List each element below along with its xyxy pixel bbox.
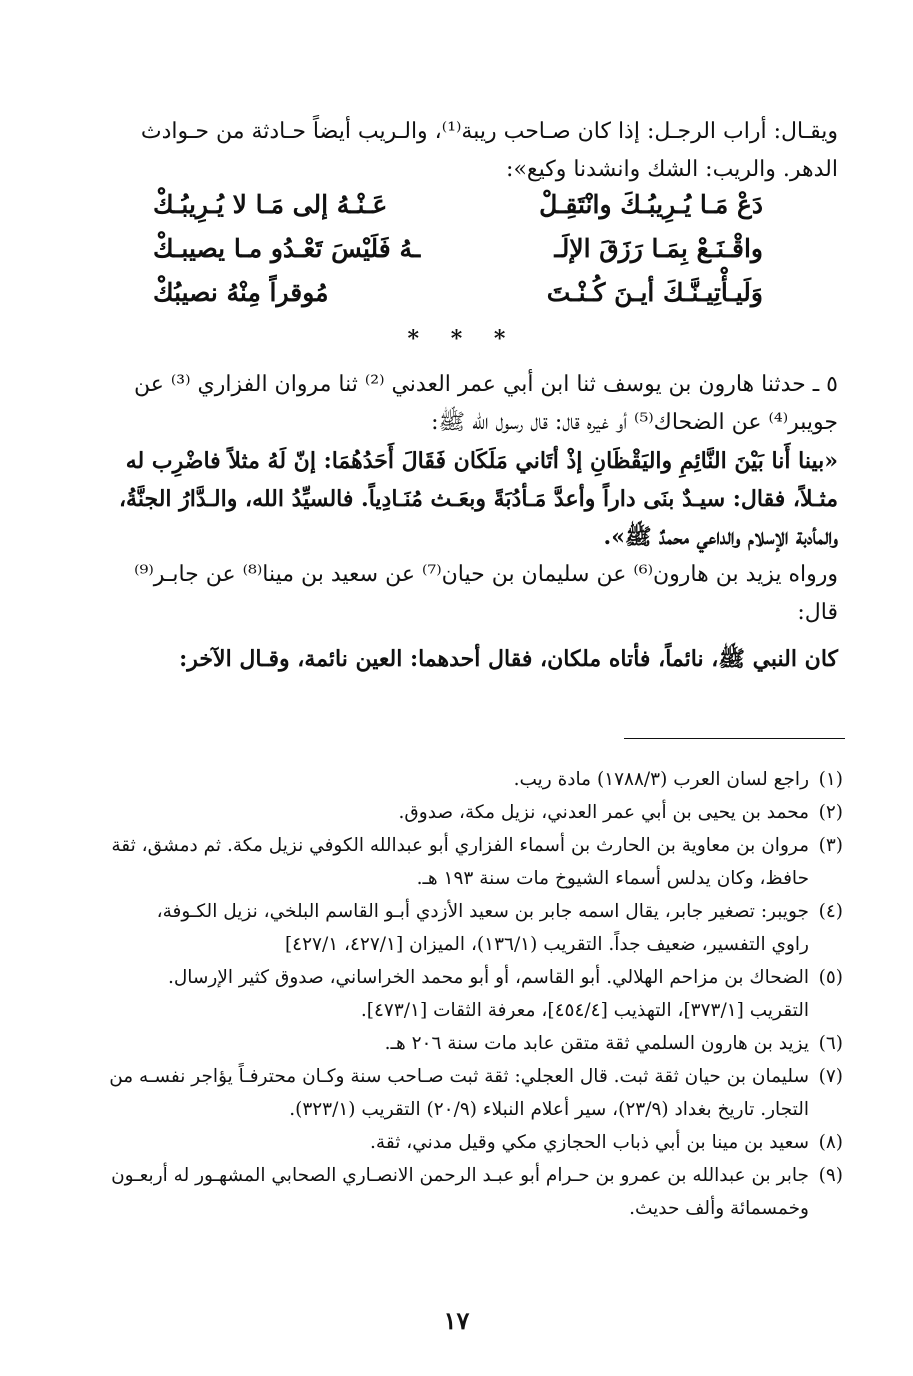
footnote bbox=[63, 1126, 843, 1159]
footnotes bbox=[63, 763, 843, 1225]
poem-verse-3 bbox=[153, 278, 763, 322]
footnote-text: مروان بن معاوية بن الحارث بن أسماء الفزاري أبو عبدالله الكوفي نزيل مكة. ثم دمشق، ثقة حافظ، وكان يدلس أسماء الشيوخ مات سنة ١٩٣ هـ. bbox=[111, 835, 809, 889]
footnote-number: (١) bbox=[818, 769, 843, 790]
narration-chain-line-2: قال: bbox=[797, 600, 838, 625]
footnote bbox=[63, 829, 843, 895]
footnote-number: (٦) bbox=[818, 1033, 843, 1054]
hadith-text-line-3: والمأدبة الإسلام والداعي محمدٌ ﷺ». bbox=[603, 524, 838, 550]
hadith-text-line-2: مثـلاً، فقال: سيـدٌ بنَى داراً وأعدَّ مَـأدُبَةً وبعَـث مُنَـادِياً. فالسيِّدُ الله، والـدَّارُ الجنَّةُ، bbox=[118, 486, 838, 512]
footnote-number: (٥) bbox=[818, 967, 843, 988]
hadith-chain-line-2: جويبر⁽⁴⁾ عن الضحاك⁽⁵⁾ أو غيره قال: قال رسول الله ﷺ: bbox=[431, 410, 838, 435]
footnote-text: جابر بن عبدالله بن عمرو بن حـرام أبو عبـد الرحمن الانصـاري الصحابي المشهـور له أربعـون وخمسمائة وألف حديث. bbox=[111, 1165, 809, 1219]
verse-first-hemistich: وَلَيـأْتِيـنَّـكَ أيـنَ كُـنْـتَ bbox=[546, 278, 763, 307]
footnote-text: سليمان بن حيان ثقة ثبت. قال العجلي: ثقة ثبت صـاحب سنة وكـان محترفـاً يؤاجر نفسـه من التجار. تاريخ بغداد (٢٣/٩)، سير أعلام النبلاء (٢٠/٩) التقريب (٣٢٣/١). bbox=[109, 1066, 809, 1120]
hadith-chain-line-1: ٥ ـ حدثنا هارون بن يوسف ثنا ابن أبي عمر العدني ⁽²⁾ ثنا مروان الفزاري ⁽³⁾ عن bbox=[134, 372, 838, 397]
hadith-section bbox=[68, 366, 838, 678]
footnote bbox=[63, 1060, 843, 1126]
poem-verse-1 bbox=[153, 190, 763, 234]
narration-text-line: كان النبي ﷺ، نائماً، فأتاه ملكان، فقال أحدهما: العين نائمة، وقـال الآخر: bbox=[179, 646, 838, 672]
footnote-number: (٣) bbox=[818, 835, 843, 856]
verse-second-hemistich: عَـنْـهُ إلى مَـا لا يُـرِيبُـكْ bbox=[153, 190, 388, 219]
footnote bbox=[63, 1159, 843, 1225]
footnote bbox=[63, 961, 843, 1027]
intro-line-1: ويقـال: أراب الرجـل: إذا كان صـاحب ريبة⁽¹⁾، والـريب أيضاً حـادثة من حـوادث bbox=[140, 119, 838, 144]
footnote-number: (٩) bbox=[818, 1165, 843, 1186]
footnote bbox=[63, 895, 843, 961]
verse-first-hemistich: واقْـنَـعْ بِمَـا رَزَقَ الإلَـ bbox=[554, 234, 763, 263]
footnote bbox=[63, 796, 843, 829]
poem-verse-2 bbox=[153, 234, 763, 278]
hadith-text-line-1: «بينا أَنا بَيْنَ النَّائِمِ واليَقْظَانِ إذْ أتَاني مَلَكَان فَقَالَ أَحَدُهُمَا: إنّ لَهُ مثلاً فاضْرِب له bbox=[125, 448, 838, 474]
footnote-number: (٤) bbox=[818, 901, 843, 922]
poem bbox=[153, 190, 763, 322]
verse-second-hemistich: ـهُ فَلَيْسَ تَعْـدُو مـا يصيبـكْ bbox=[153, 234, 421, 263]
footnote bbox=[63, 1027, 843, 1060]
footnote bbox=[63, 763, 843, 796]
footnote-number: (٧) bbox=[818, 1066, 843, 1087]
narration-chain-line-1: ورواه يزيد بن هارون⁽⁶⁾ عن سليمان بن حيان⁽⁷⁾ عن سعيد بن مينا⁽⁸⁾ عن جابـر⁽⁹⁾ bbox=[134, 562, 838, 587]
separator-star: * bbox=[407, 326, 420, 352]
separator-star: * bbox=[493, 326, 506, 352]
section-separator bbox=[0, 326, 913, 352]
footnote-text: محمد بن يحيى بن أبي عمر العدني، نزيل مكة، صدوق. bbox=[398, 802, 809, 823]
footnote-text: جويبر: تصغير جابر، يقال اسمه جابر بن سعيد الأزدي أبـو القاسم البلخي، نزيل الكـوفة، راوي التفسير، ضعيف جداً. التقريب (١٣٦/١)، الميزان [٤٢٧/١، ٤٢٧/١] bbox=[156, 901, 809, 955]
footnote-text: الضحاك بن مزاحم الهلالي. أبو القاسم، أو أبو محمد الخراساني، صدوق كثير الإرسال. التقريب [٣٧٣/١]، التهذيب [٤٥٤/٤]، معرفة الثقات [٤٧٣/١]. bbox=[167, 967, 809, 1021]
footnote-divider bbox=[624, 738, 845, 739]
footnote-text: راجع لسان العرب (١٧٨٨/٣) مادة ريب. bbox=[513, 769, 809, 790]
footnote-number: (٢) bbox=[818, 802, 843, 823]
separator-star: * bbox=[450, 326, 463, 352]
verse-second-hemistich: مُوقراً مِنْهُ نصيبُكْ bbox=[153, 278, 329, 307]
intro-line-2: الدهر. والريب: الشك وانشدنا وكيع»: bbox=[506, 157, 838, 182]
page-number: ١٧ bbox=[443, 1306, 470, 1335]
intro-paragraph bbox=[68, 113, 838, 189]
verse-first-hemistich: دَعْ مَـا يُـرِيبُـكَ وانْتَقِـلْ bbox=[539, 190, 763, 219]
footnote-text: يزيد بن هارون السلمي ثقة متقن عابد مات سنة ٢٠٦ هـ. bbox=[384, 1033, 809, 1054]
footnote-number: (٨) bbox=[818, 1132, 843, 1153]
footnote-text: سعيد بن مينا بن أبي ذباب الحجازي مكي وقيل مدني، ثقة. bbox=[370, 1132, 809, 1153]
